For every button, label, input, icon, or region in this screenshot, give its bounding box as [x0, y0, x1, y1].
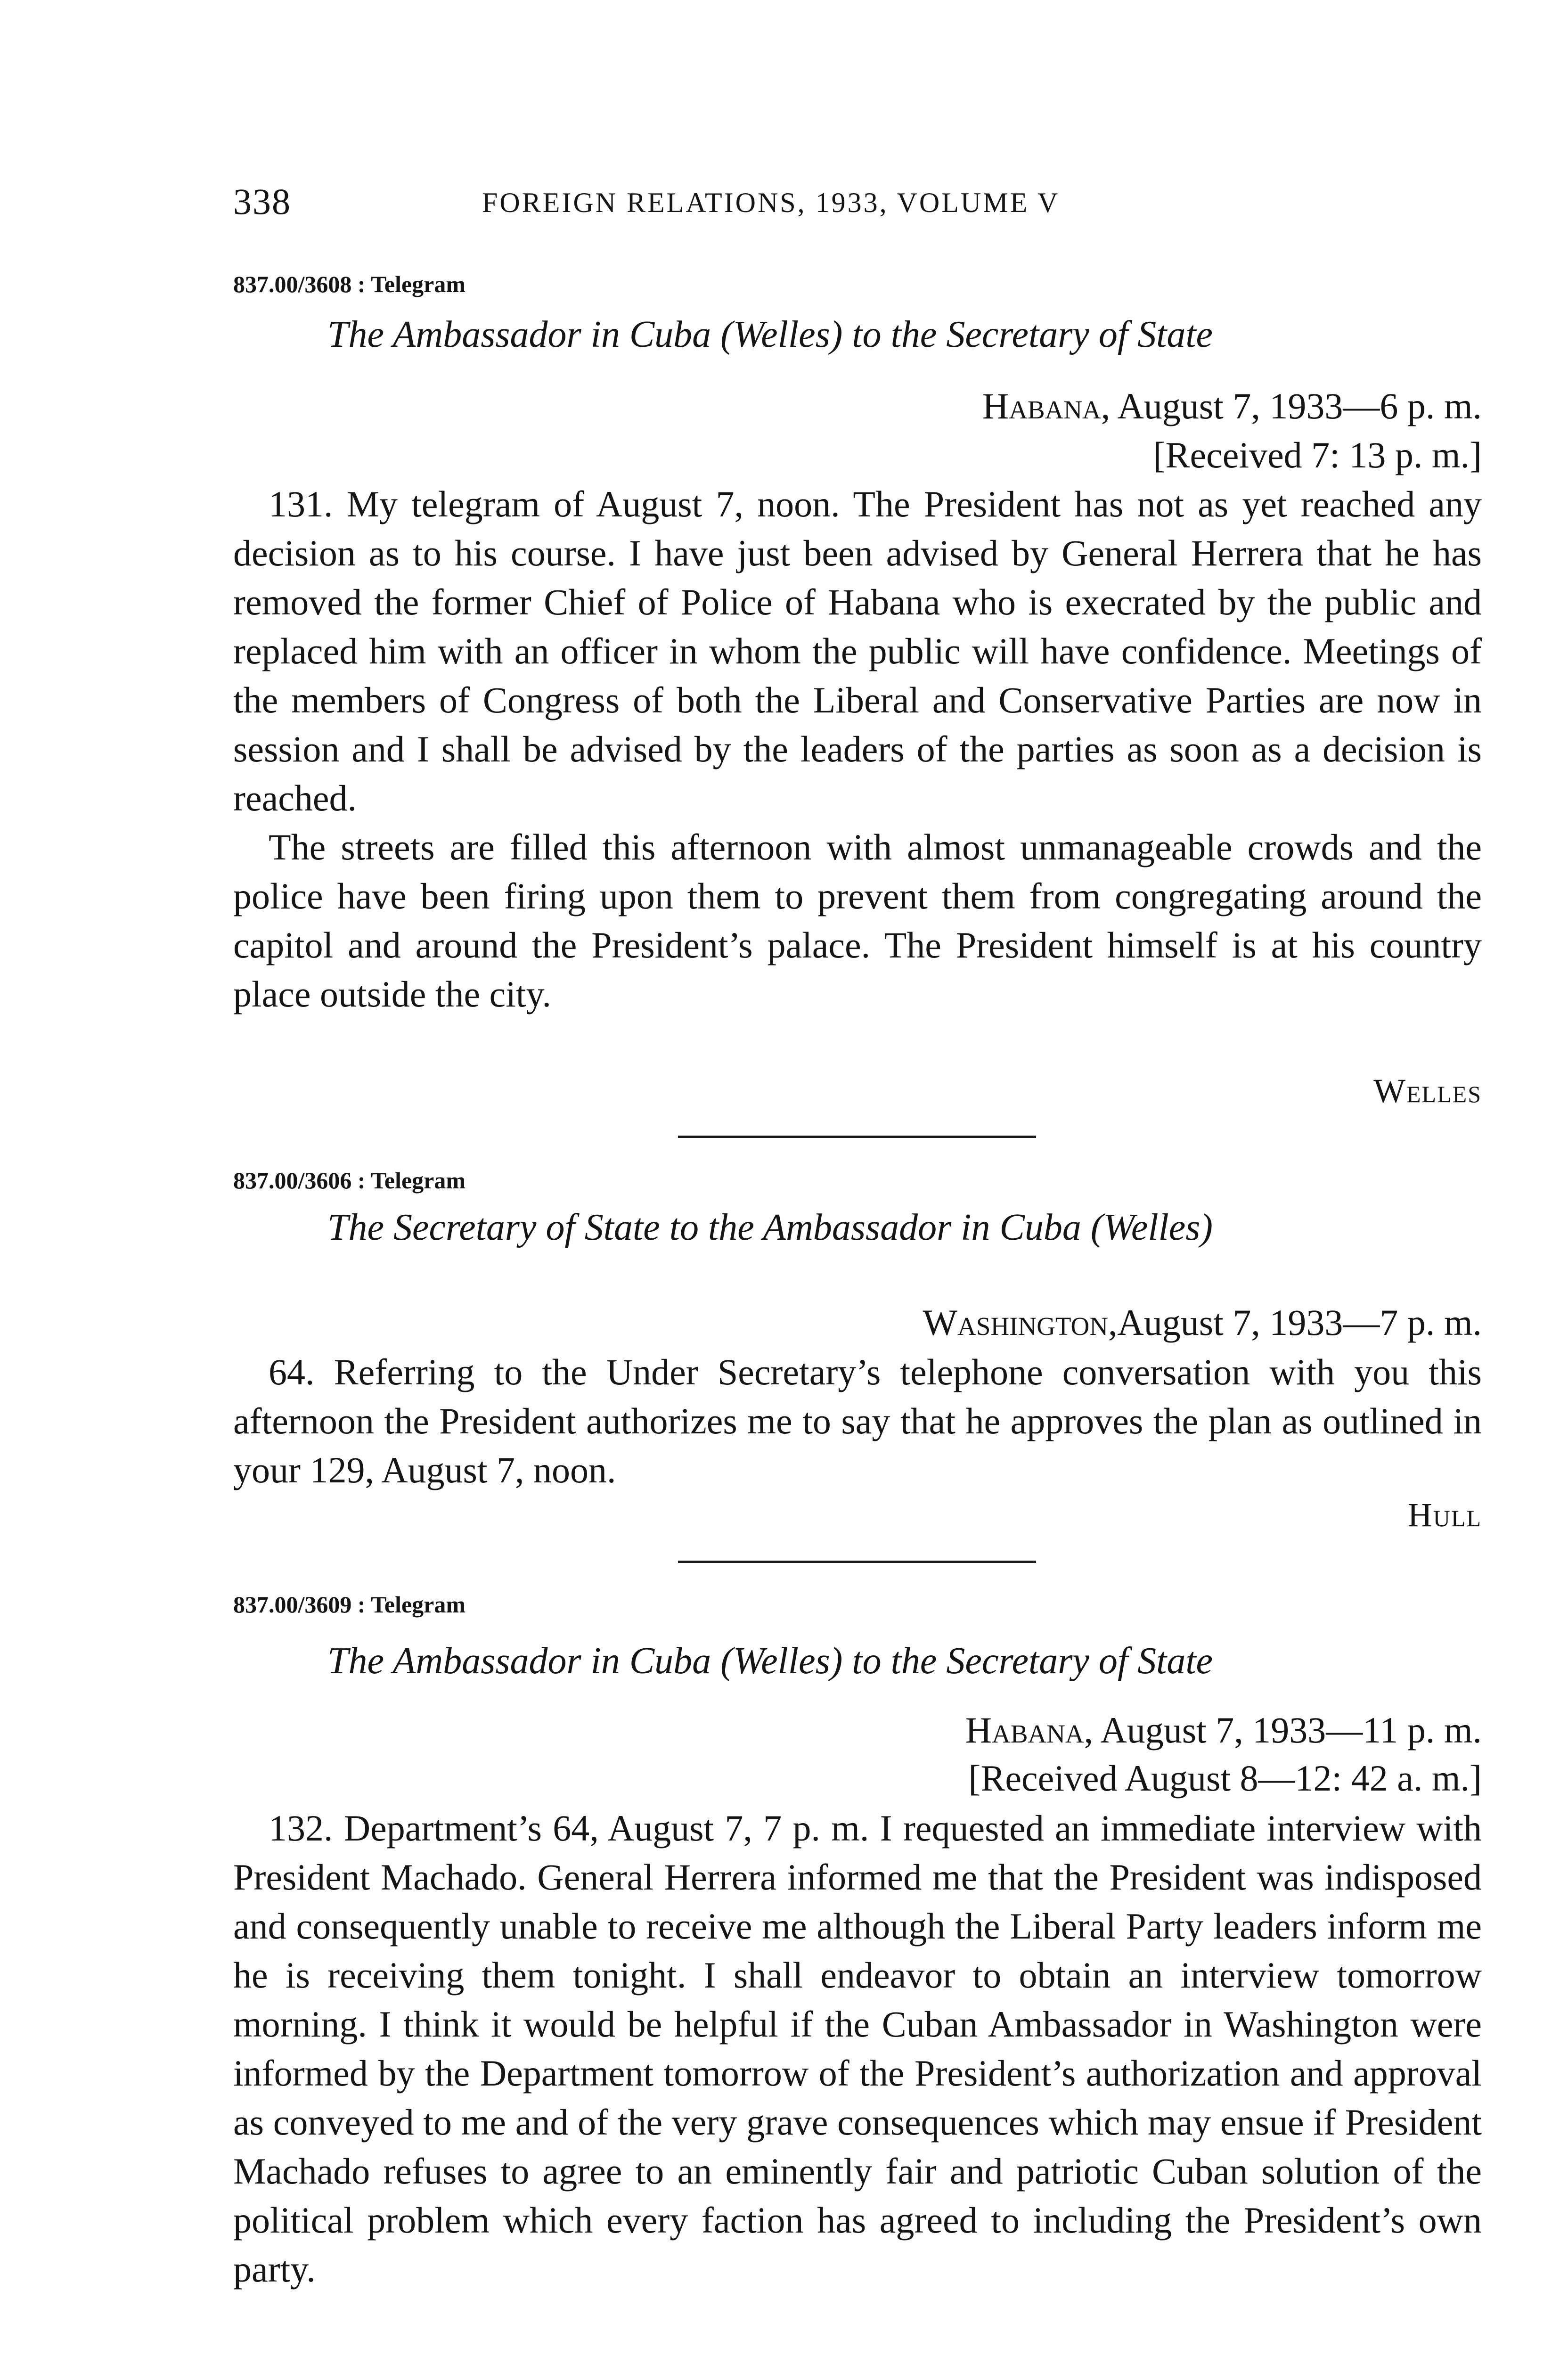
file-reference: 837.00/3606 : Telegram [233, 1167, 466, 1194]
dateline [775, 1298, 1482, 1347]
journal-title: FOREIGN RELATIONS, 1933, VOLUME V [482, 187, 1060, 218]
dateline-place: Washington, [923, 1302, 1118, 1343]
dateline-date: August 7, 1933—6 p. m. [1117, 385, 1482, 426]
section-divider [678, 1136, 1036, 1138]
running-head [233, 178, 1482, 235]
section-divider [678, 1561, 1036, 1563]
received-note: [Received August 8—12: 42 a. m.] [968, 1758, 1482, 1799]
body-paragraph: 64. Referring to the Under Secretary’s telephone conversation with you this afternoon the President authorizes me to say that he approves the plan as outlined in your 129, August 7, noon. [233, 1351, 1482, 1490]
file-reference: 837.00/3608 : Telegram [233, 271, 466, 297]
body-paragraph: 132. Department’s 64, August 7, 7 p. m. I requested an immediate interview with President Machado. General Herrera informed me that the President was indisposed and consequently unable to receive me although the Liberal Party leaders inform me he is receiving them tonight. I shall endeavor to obtain an interview tomorrow morning. I think it would be helpful if the Cuban Ambassador in Washington were informed by the Department tomorrow of the President’s authorization and approval as conveyed to me and of the very grave consequences which may ensue if President Machado refuses to agree to an eminently fair and patriotic Cuban solution of the political problem which every faction has agreed to including the President’s own party. [233, 1808, 1482, 2290]
file-reference: 837.00/3609 : Telegram [233, 1591, 466, 1618]
document-title: The Secretary of State to the Ambassador in Cuba (Welles) [327, 1207, 1213, 1248]
body-paragraph: 131. My telegram of August 7, noon. The President has not as yet reached any decision as to his course. I have just been advised by General Herrera that he has removed the former Chief of Police of Habana who is execrated by the public and replaced him with an officer in whom the public will have confidence. Meetings of the members of Congress of both the Liberal and Conservative Parties are now in session and I shall be advised by the leaders of the parties as soon as a decision is reached. [233, 483, 1482, 818]
document-title: The Ambassador in Cuba (Welles) to the Secretary of State [327, 1640, 1213, 1682]
signature: Hull [1407, 1496, 1482, 1534]
dateline [775, 382, 1482, 431]
telegram-body [233, 1348, 1482, 1495]
signature: Welles [1373, 1072, 1482, 1110]
dateline-date: August 7, 1933—11 p. m. [1100, 1710, 1482, 1751]
received-note: [Received 7: 13 p. m.] [1153, 434, 1482, 475]
document-title: The Ambassador in Cuba (Welles) to the Secretary of State [327, 314, 1213, 355]
dateline [775, 1706, 1482, 1755]
page-number: 338 [233, 181, 291, 222]
dateline-place: Habana, [982, 385, 1111, 426]
body-paragraph: The streets are filled this afternoon with almost unmanageable crowds and the police have been firing upon them to prevent them from congregating around the capitol and around the President’s palace. The President himself is at his country place outside the city. [233, 826, 1482, 1014]
telegram-body [233, 480, 1482, 1019]
dateline-place: Habana, [965, 1710, 1094, 1751]
telegram-body [233, 1804, 1482, 2294]
dateline-date: August 7, 1933—7 p. m. [1117, 1302, 1482, 1343]
